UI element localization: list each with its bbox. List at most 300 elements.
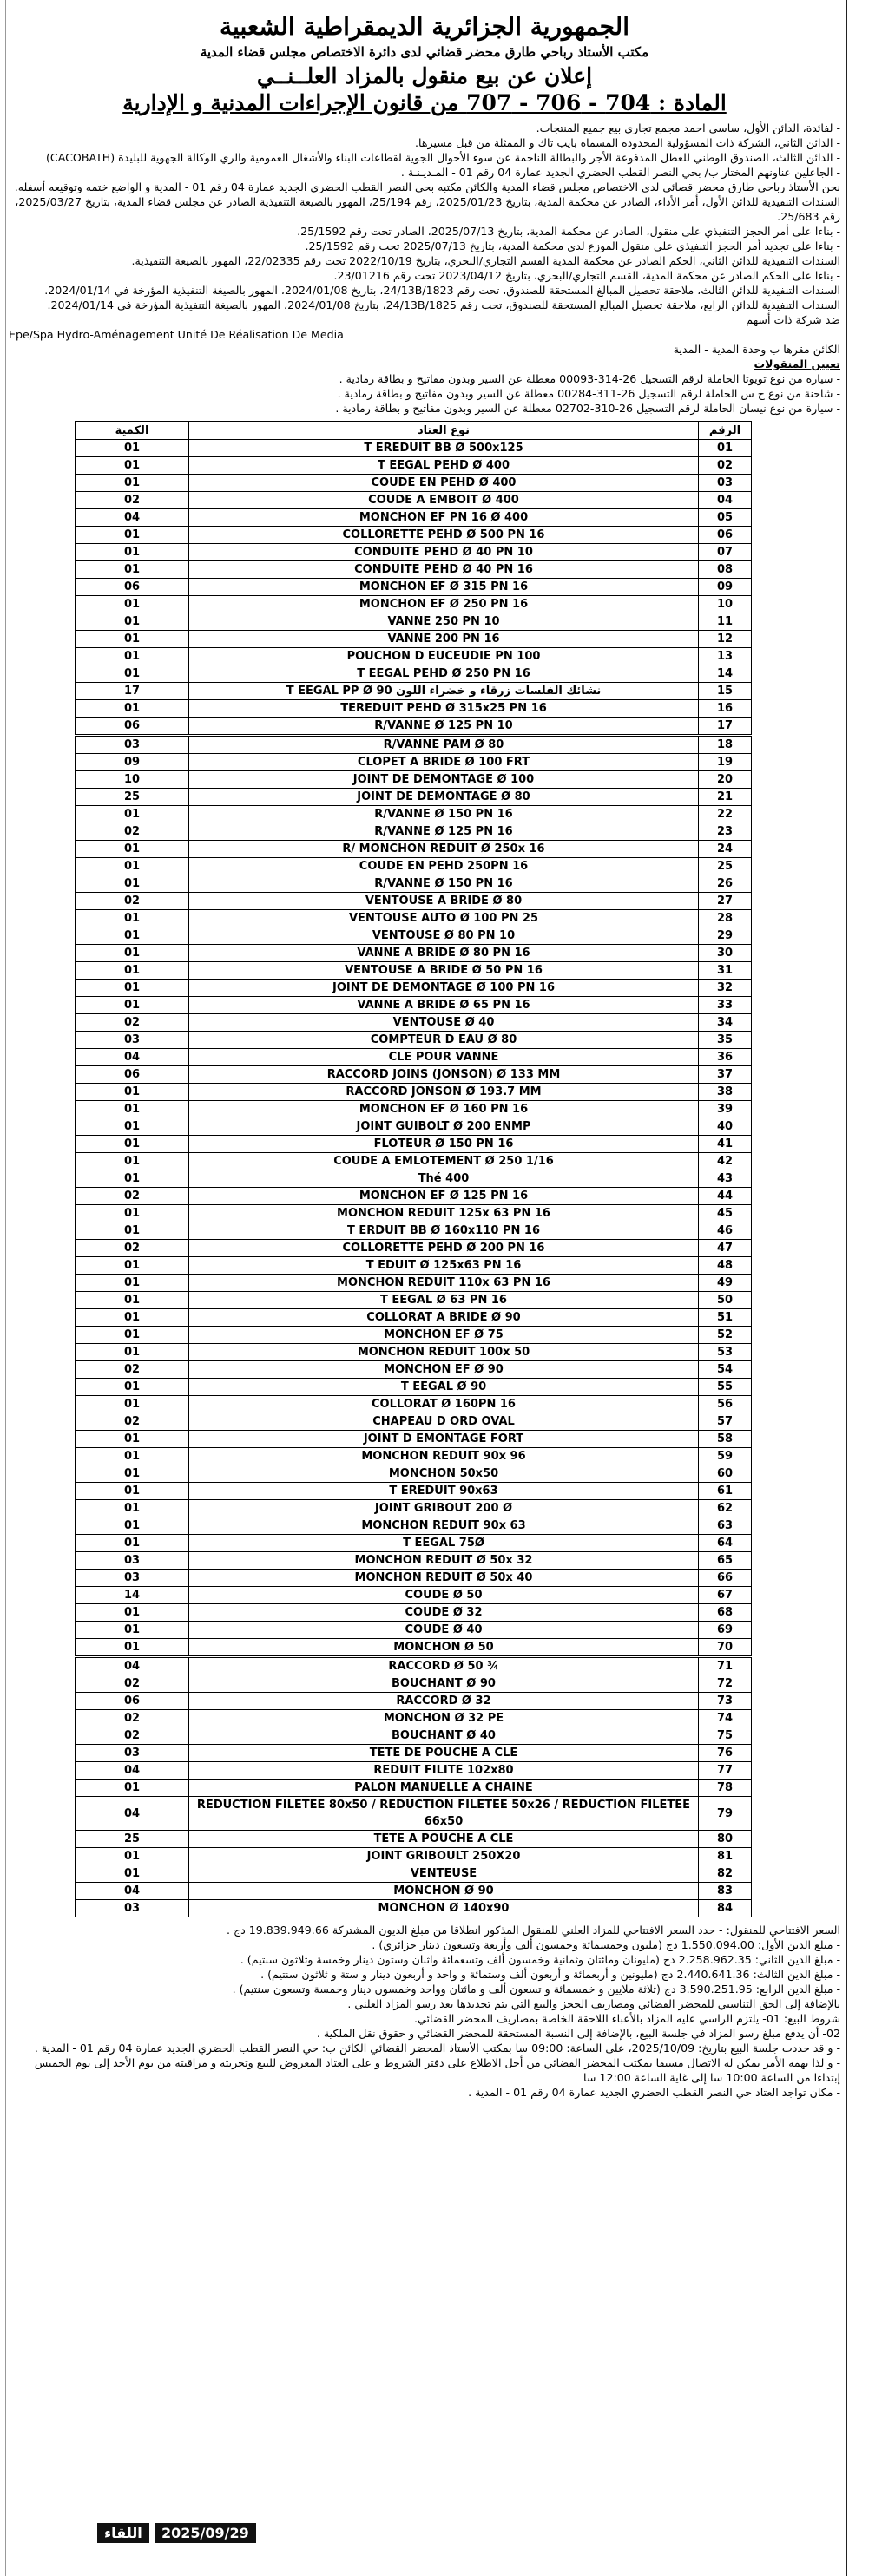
item-quantity: 04 bbox=[76, 1657, 189, 1675]
item-name: T EEGAL 75Ø bbox=[189, 1535, 699, 1552]
table-row bbox=[76, 1727, 752, 1745]
table-row bbox=[76, 1032, 752, 1049]
item-name: JOINT D EMONTAGE FORT bbox=[189, 1431, 699, 1448]
row-number: 30 bbox=[699, 945, 752, 962]
item-name: VENTOUSE Ø 80 PN 10 bbox=[189, 927, 699, 945]
item-name: T EEGAL PEHD Ø 400 bbox=[189, 457, 699, 475]
footer-bar bbox=[35, 2523, 799, 2546]
item-name: R/VANNE Ø 150 PN 16 bbox=[189, 806, 699, 823]
table-row bbox=[76, 893, 752, 910]
table-row bbox=[76, 457, 752, 475]
item-name: T EEGAL Ø 63 PN 16 bbox=[189, 1292, 699, 1309]
item-name: T EEGAL PP Ø 90 نشائك الفلسات زرقاء و خضراء اللون bbox=[189, 683, 699, 700]
item-name: COUDE EN PEHD Ø 400 bbox=[189, 475, 699, 492]
item-name: MONCHON EF Ø 90 bbox=[189, 1361, 699, 1379]
row-number: 27 bbox=[699, 893, 752, 910]
table-row bbox=[76, 1604, 752, 1622]
item-quantity: 25 bbox=[76, 789, 189, 806]
table-row bbox=[76, 1361, 752, 1379]
row-number: 60 bbox=[699, 1465, 752, 1483]
item-quantity: 02 bbox=[76, 1413, 189, 1431]
table-row bbox=[76, 1570, 752, 1587]
item-quantity: 01 bbox=[76, 527, 189, 544]
table-row bbox=[76, 945, 752, 962]
row-number: 48 bbox=[699, 1257, 752, 1275]
table-row bbox=[76, 1309, 752, 1327]
table-row bbox=[76, 1413, 752, 1431]
row-number: 43 bbox=[699, 1170, 752, 1188]
table-row bbox=[76, 1396, 752, 1413]
item-name: COLLORETTE PEHD Ø 500 PN 16 bbox=[189, 527, 699, 544]
item-name: JOINT GUIBOLT Ø 200 ENMP bbox=[189, 1118, 699, 1136]
row-number: 14 bbox=[699, 665, 752, 683]
row-number: 80 bbox=[699, 1831, 752, 1848]
row-number: 70 bbox=[699, 1639, 752, 1657]
item-quantity: 01 bbox=[76, 440, 189, 457]
row-number: 84 bbox=[699, 1900, 752, 1917]
closing-paragraph: - مبلغ الدين الثالث: 2.440.641.36 دج (مليونين و أربعمائة و أربعون ألف وستمائة و واحد و أربعون دينار و ستة و ثلاثون سنتيم) . bbox=[260, 1968, 840, 1981]
item-name: VANNE A BRIDE Ø 65 PN 16 bbox=[189, 997, 699, 1014]
item-quantity: 01 bbox=[76, 1622, 189, 1639]
item-quantity: 01 bbox=[76, 561, 189, 579]
item-quantity: 01 bbox=[76, 1309, 189, 1327]
closing-paragraph: - مبلغ الدين الرابع: 3.590.251.95 دج (ثلاثة ملايين و خمسمائة و تسعون ألف و مائتان وواحد وخمسون دينار وخمسة وتسعون سنتيم) . bbox=[232, 1983, 840, 1996]
row-number: 23 bbox=[699, 823, 752, 841]
item-name: MONCHON REDUIT 125x 63 PN 16 bbox=[189, 1205, 699, 1222]
item-name: VENTOUSE A BRIDE Ø 50 PN 16 bbox=[189, 962, 699, 980]
item-quantity: 01 bbox=[76, 1222, 189, 1240]
left-margin-strip bbox=[0, 0, 6, 2576]
table-row bbox=[76, 1639, 752, 1657]
item-name: Thé 400 bbox=[189, 1170, 699, 1188]
table-row bbox=[76, 1622, 752, 1639]
table-row bbox=[76, 631, 752, 648]
item-quantity: 01 bbox=[76, 1257, 189, 1275]
item-name: REDUIT FILITE 102x80 bbox=[189, 1762, 699, 1780]
item-name: MONCHON EF PN 16 Ø 400 bbox=[189, 509, 699, 527]
closing-paragraph: 02- أن يدفع مبلغ رسو المزاد في جلسة البيع، بالإضافة إلى النسبة المستحقة للمحضر القضائي و حقوق نقل الملكية . bbox=[316, 2027, 840, 2040]
table-row bbox=[76, 1535, 752, 1552]
table-row bbox=[76, 1222, 752, 1240]
row-number: 36 bbox=[699, 1049, 752, 1066]
table-row bbox=[76, 875, 752, 893]
item-name: COLLORETTE PEHD Ø 200 PN 16 bbox=[189, 1240, 699, 1257]
table-row bbox=[76, 1762, 752, 1780]
row-number: 63 bbox=[699, 1517, 752, 1535]
table-row bbox=[76, 1657, 752, 1675]
row-number: 35 bbox=[699, 1032, 752, 1049]
table-row bbox=[76, 1500, 752, 1517]
item-name: MONCHON Ø 140x90 bbox=[189, 1900, 699, 1917]
table-row bbox=[76, 1710, 752, 1727]
item-quantity: 01 bbox=[76, 1205, 189, 1222]
item-quantity: 01 bbox=[76, 806, 189, 823]
item-name: TETE A POUCHE A CLE bbox=[189, 1831, 699, 1848]
item-name: CONDUITE PEHD Ø 40 PN 16 bbox=[189, 561, 699, 579]
row-number: 34 bbox=[699, 1014, 752, 1032]
closing-paragraph: - و قد حددت جلسة البيع بتاريخ: 2025/10/09، على الساعة: 09:00 سا بمكتب الأستاذ المحضر القضائي الكائن ب: حي النصر القطب الحضري الجديد عمارة 04 رقم 01 - المدية . bbox=[34, 2042, 840, 2055]
intro-paragraph: - بناءا على تجديد أمر الحجز التنفيذي على منقول الموزع لدى محكمة المدية، بتاريخ 2025/07/13 تحت رقم 25/1592. bbox=[305, 239, 840, 252]
table-row bbox=[76, 700, 752, 718]
item-quantity: 01 bbox=[76, 997, 189, 1014]
row-number: 09 bbox=[699, 579, 752, 596]
item-quantity: 01 bbox=[76, 665, 189, 683]
item-name: VENTOUSE A BRIDE Ø 80 bbox=[189, 893, 699, 910]
item-quantity: 01 bbox=[76, 1604, 189, 1622]
item-quantity: 09 bbox=[76, 754, 189, 771]
item-quantity: 01 bbox=[76, 596, 189, 613]
item-name: VANNE 200 PN 16 bbox=[189, 631, 699, 648]
row-number: 39 bbox=[699, 1101, 752, 1118]
item-quantity: 01 bbox=[76, 631, 189, 648]
table-row bbox=[76, 1780, 752, 1797]
item-name: JOINT DE DEMONTAGE Ø 100 PN 16 bbox=[189, 980, 699, 997]
right-margin-strip bbox=[846, 0, 882, 2576]
item-name: MONCHON EF Ø 75 bbox=[189, 1327, 699, 1344]
item-quantity: 06 bbox=[76, 1693, 189, 1710]
row-number: 81 bbox=[699, 1848, 752, 1865]
announcement-title: إعلان عن بيع منقول بالمزاد العلــنــي bbox=[256, 63, 593, 88]
item-quantity: 01 bbox=[76, 841, 189, 858]
item-name: CLE POUR VANNE bbox=[189, 1049, 699, 1066]
table-row bbox=[76, 665, 752, 683]
item-quantity: 01 bbox=[76, 1344, 189, 1361]
item-quantity: 02 bbox=[76, 1361, 189, 1379]
item-quantity: 02 bbox=[76, 823, 189, 841]
table-row bbox=[76, 1101, 752, 1118]
table-row bbox=[76, 823, 752, 841]
table-row bbox=[76, 1431, 752, 1448]
row-number: 32 bbox=[699, 980, 752, 997]
table-row bbox=[76, 910, 752, 927]
table-row bbox=[76, 1170, 752, 1188]
item-name: MONCHON REDUIT 90x 96 bbox=[189, 1448, 699, 1465]
table-row bbox=[76, 1118, 752, 1136]
item-quantity: 01 bbox=[76, 1500, 189, 1517]
table-row bbox=[76, 1153, 752, 1170]
intro-paragraph: ضد شركة ذات أسهم bbox=[746, 313, 840, 326]
item-quantity: 03 bbox=[76, 1032, 189, 1049]
table-row bbox=[76, 1797, 752, 1831]
row-number: 53 bbox=[699, 1344, 752, 1361]
table-row bbox=[76, 927, 752, 945]
item-name: MONCHON REDUIT Ø 50x 32 bbox=[189, 1552, 699, 1570]
debtor-address: الكائن مقرها ب وحدة المدية - المدية bbox=[673, 343, 840, 356]
item-quantity: 01 bbox=[76, 1118, 189, 1136]
item-quantity: 01 bbox=[76, 1084, 189, 1101]
item-quantity: 01 bbox=[76, 1170, 189, 1188]
item-name: MONCHON REDUIT 100x 50 bbox=[189, 1344, 699, 1361]
item-quantity: 04 bbox=[76, 1797, 189, 1831]
item-quantity: 03 bbox=[76, 1745, 189, 1762]
row-number: 57 bbox=[699, 1413, 752, 1431]
table-row bbox=[76, 980, 752, 997]
items-table bbox=[75, 421, 752, 1917]
table-row bbox=[76, 789, 752, 806]
intro-paragraph: السندات التنفيذية للدائن الثاني، الحكم الصادر عن محكمة المدية القسم التجاري/البحري، بتاريخ 2022/10/19 تحت رقم 22/02335، المهور بالصيغة التنفيذية. bbox=[131, 254, 840, 267]
row-number: 49 bbox=[699, 1275, 752, 1292]
item-name: COLLORAT A BRIDE Ø 90 bbox=[189, 1309, 699, 1327]
table-row bbox=[76, 1831, 752, 1848]
row-number: 07 bbox=[699, 544, 752, 561]
row-number: 18 bbox=[699, 736, 752, 754]
item-name: COUDE Ø 50 bbox=[189, 1587, 699, 1604]
row-number: 54 bbox=[699, 1361, 752, 1379]
closing-paragraph: - مكان تواجد العتاد حي النصر القطب الحضري الجديد عمارة 04 رقم 01 - المدية . bbox=[468, 2086, 840, 2099]
item-name: TETE DE POUCHE A CLE bbox=[189, 1745, 699, 1762]
item-name: JOINT DE DEMONTAGE Ø 100 bbox=[189, 771, 699, 789]
table-row bbox=[76, 771, 752, 789]
item-quantity: 01 bbox=[76, 945, 189, 962]
row-number: 38 bbox=[699, 1084, 752, 1101]
row-number: 82 bbox=[699, 1865, 752, 1883]
item-quantity: 01 bbox=[76, 1396, 189, 1413]
row-number: 15 bbox=[699, 683, 752, 700]
row-number: 16 bbox=[699, 700, 752, 718]
table-row bbox=[76, 1327, 752, 1344]
row-number: 74 bbox=[699, 1710, 752, 1727]
row-number: 50 bbox=[699, 1292, 752, 1309]
closing-paragraph: بالإضافة إلى الحق التناسبي للمحضر القضائي ومصاريف الحجز والبيع التي يتم تحديدها بعد رسو المزاد العلني . bbox=[347, 1997, 840, 2010]
item-quantity: 04 bbox=[76, 1883, 189, 1900]
row-number: 04 bbox=[699, 492, 752, 509]
item-quantity: 01 bbox=[76, 1639, 189, 1657]
table-row bbox=[76, 858, 752, 875]
row-number: 44 bbox=[699, 1188, 752, 1205]
row-number: 59 bbox=[699, 1448, 752, 1465]
row-number: 58 bbox=[699, 1431, 752, 1448]
item-name: R/VANNE Ø 125 PN 10 bbox=[189, 718, 699, 736]
item-quantity: 06 bbox=[76, 579, 189, 596]
table-row bbox=[76, 544, 752, 561]
item-quantity: 03 bbox=[76, 1552, 189, 1570]
item-quantity: 01 bbox=[76, 1153, 189, 1170]
item-name: MONCHON Ø 32 PE bbox=[189, 1710, 699, 1727]
item-quantity: 17 bbox=[76, 683, 189, 700]
item-name: CONDUITE PEHD Ø 40 PN 10 bbox=[189, 544, 699, 561]
row-number: 72 bbox=[699, 1675, 752, 1693]
item-name: COUDE A EMBOIT Ø 400 bbox=[189, 492, 699, 509]
row-number: 75 bbox=[699, 1727, 752, 1745]
item-name: T EEGAL PEHD Ø 250 PN 16 bbox=[189, 665, 699, 683]
item-name: R/VANNE Ø 150 PN 16 bbox=[189, 875, 699, 893]
item-quantity: 01 bbox=[76, 1431, 189, 1448]
row-number: 33 bbox=[699, 997, 752, 1014]
item-quantity: 01 bbox=[76, 457, 189, 475]
item-name: RACCORD JOINS (JONSON) Ø 133 MM bbox=[189, 1066, 699, 1084]
item-name: MONCHON REDUIT 90x 63 bbox=[189, 1517, 699, 1535]
item-quantity: 01 bbox=[76, 648, 189, 665]
row-number: 40 bbox=[699, 1118, 752, 1136]
item-quantity: 02 bbox=[76, 1014, 189, 1032]
table-row bbox=[76, 1292, 752, 1309]
table-row bbox=[76, 579, 752, 596]
item-name: T ERDUIT BB Ø 160x110 PN 16 bbox=[189, 1222, 699, 1240]
item-name: VANNE 250 PN 10 bbox=[189, 613, 699, 631]
item-name: BOUCHANT Ø 90 bbox=[189, 1675, 699, 1693]
table-row bbox=[76, 1344, 752, 1361]
item-name: RACCORD Ø 32 bbox=[189, 1693, 699, 1710]
row-number: 52 bbox=[699, 1327, 752, 1344]
item-quantity: 01 bbox=[76, 980, 189, 997]
item-quantity: 03 bbox=[76, 1570, 189, 1587]
table-row bbox=[76, 962, 752, 980]
row-number: 83 bbox=[699, 1883, 752, 1900]
item-quantity: 01 bbox=[76, 910, 189, 927]
item-name: MONCHON Ø 90 bbox=[189, 1883, 699, 1900]
table-row bbox=[76, 841, 752, 858]
row-number: 28 bbox=[699, 910, 752, 927]
row-number: 19 bbox=[699, 754, 752, 771]
item-name: VANNE A BRIDE Ø 80 PN 16 bbox=[189, 945, 699, 962]
intro-paragraph: - لفائدة، الدائن الأول، ساسي احمد مجمع تجاري بيع جميع المنتجات. bbox=[536, 121, 840, 134]
item-name: COUDE A EMLOTEMENT Ø 250 1/16 bbox=[189, 1153, 699, 1170]
table-row bbox=[76, 1188, 752, 1205]
item-quantity: 02 bbox=[76, 492, 189, 509]
item-quantity: 02 bbox=[76, 1710, 189, 1727]
row-number: 13 bbox=[699, 648, 752, 665]
item-name: COLLORAT Ø 160PN 16 bbox=[189, 1396, 699, 1413]
table-row bbox=[76, 561, 752, 579]
table-row bbox=[76, 509, 752, 527]
row-number: 42 bbox=[699, 1153, 752, 1170]
intro-paragraphs bbox=[9, 121, 840, 327]
article-reference: المادة : 704 - 706 - 707 من قانون الإجراءات المدنية و الإدارية bbox=[122, 90, 727, 115]
row-number: 65 bbox=[699, 1552, 752, 1570]
item-name: PALON MANUELLE A CHAINE bbox=[189, 1780, 699, 1797]
table-row bbox=[76, 1136, 752, 1153]
item-quantity: 01 bbox=[76, 858, 189, 875]
table-row bbox=[76, 1066, 752, 1084]
table-row bbox=[76, 475, 752, 492]
intro-paragraph: السندات التنفيذية للدائن الأول، أمر الأداء، الصادر عن محكمة المدية، بتاريخ 2025/01/23، رقم 25/194، المهور بالصيغة التنفيذية الصادر عن مجلس قضاء المدية، بتاريخ 2025/03/27، رقم 25/683. bbox=[15, 195, 840, 223]
closing-paragraph: شروط البيع: 01- يلتزم الراسي عليه المزاد بالأعباء اللاحقة الخاصة بمصاريف المحضر القضائي. bbox=[413, 2012, 840, 2025]
item-name: COMPTEUR D EAU Ø 80 bbox=[189, 1032, 699, 1049]
row-number: 05 bbox=[699, 509, 752, 527]
item-quantity: 04 bbox=[76, 1762, 189, 1780]
table-row bbox=[76, 1465, 752, 1483]
item-name: COUDE Ø 32 bbox=[189, 1604, 699, 1622]
item-quantity: 01 bbox=[76, 1136, 189, 1153]
row-number: 55 bbox=[699, 1379, 752, 1396]
item-quantity: 03 bbox=[76, 1900, 189, 1917]
item-quantity: 01 bbox=[76, 1379, 189, 1396]
row-number: 66 bbox=[699, 1570, 752, 1587]
table-row bbox=[76, 492, 752, 509]
item-name: MONCHON EF Ø 125 PN 16 bbox=[189, 1188, 699, 1205]
row-number: 02 bbox=[699, 457, 752, 475]
row-number: 46 bbox=[699, 1222, 752, 1240]
item-quantity: 01 bbox=[76, 544, 189, 561]
closing-paragraph: - مبلغ الدين الأول: 1.550.094.00 دج (مليون وخمسمائة وخمسون ألف وأربعة وتسعون دينار جزائري) . bbox=[372, 1938, 840, 1951]
item-name: POUCHON D EUCEUDIE PN 100 bbox=[189, 648, 699, 665]
intro-paragraph: - بناءا على أمر الحجز التنفيذي على منقول، الصادر عن محكمة المدية، بتاريخ 2025/07/13، الصادر تحت رقم 25/1592. bbox=[297, 225, 840, 238]
table-row bbox=[76, 613, 752, 631]
table-row bbox=[76, 1205, 752, 1222]
item-name: RACCORD Ø 50 ¾ bbox=[189, 1657, 699, 1675]
row-number: 29 bbox=[699, 927, 752, 945]
table-row bbox=[76, 1240, 752, 1257]
item-name: VENTEUSE bbox=[189, 1865, 699, 1883]
row-number: 76 bbox=[699, 1745, 752, 1762]
announcement-column bbox=[9, 7, 840, 2100]
table-row bbox=[76, 527, 752, 544]
item-quantity: 01 bbox=[76, 1448, 189, 1465]
row-number: 24 bbox=[699, 841, 752, 858]
item-quantity: 06 bbox=[76, 718, 189, 736]
closing-paragraph: - مبلغ الدين الثاني: 2.258.962.35 دج (مليونان ومائتان وثمانية وخمسون ألف وتسعمائة واثنان وستون دينار وخمسة وثلاثون سنتيم) . bbox=[240, 1953, 840, 1966]
row-number: 68 bbox=[699, 1604, 752, 1622]
table-row bbox=[76, 997, 752, 1014]
row-number: 56 bbox=[699, 1396, 752, 1413]
closing-paragraph: - و لذا يهمه الأمر يمكن له الاتصال مسبقا بمكتب المحضر القضائي من أجل الاطلاع على دفتر الشروط و على العتاد المعروض للبيع وتجربته و مراقبته من يوم الأحد إلى يوم الخميس إبتداءا من الساعة 10:00 سا إلى غاية الساعة 12:00 سا bbox=[34, 2056, 840, 2084]
table-row bbox=[76, 1517, 752, 1535]
item-name: RACCORD JONSON Ø 193.7 MM bbox=[189, 1084, 699, 1101]
header-num: الرقم bbox=[699, 422, 752, 440]
item-quantity: 14 bbox=[76, 1587, 189, 1604]
table-row bbox=[76, 1448, 752, 1465]
intro-paragraph: - بناءا على الحكم الصادر عن محكمة المدية، القسم التجاري/البحري، بتاريخ 2023/04/12 تحت رقم 23/01216. bbox=[333, 269, 840, 282]
item-name: CHAPEAU D ORD OVAL bbox=[189, 1413, 699, 1431]
header bbox=[9, 12, 840, 115]
item-quantity: 01 bbox=[76, 700, 189, 718]
table-row bbox=[76, 754, 752, 771]
row-number: 71 bbox=[699, 1657, 752, 1675]
row-number: 20 bbox=[699, 771, 752, 789]
item-quantity: 02 bbox=[76, 1727, 189, 1745]
row-number: 25 bbox=[699, 858, 752, 875]
item-name: MONCHON REDUIT 110x 63 PN 16 bbox=[189, 1275, 699, 1292]
newspaper-name: اللقاء bbox=[97, 2523, 149, 2543]
item-name: R/VANNE Ø 125 PN 16 bbox=[189, 823, 699, 841]
item-name: MONCHON 50x50 bbox=[189, 1465, 699, 1483]
table-row bbox=[76, 440, 752, 457]
table-row bbox=[76, 1883, 752, 1900]
row-number: 62 bbox=[699, 1500, 752, 1517]
header-qty: الكمية bbox=[76, 422, 189, 440]
intro-paragraph: السندات التنفيذية للدائن الرابع، ملاحقة تحصيل المبالغ المستحقة للصندوق، تحت رقم 24/13B/1825، بتاريخ 2024/01/08، المهور بالصيغة التنفيذية المؤرخة في 2024/01/14. bbox=[47, 298, 840, 311]
row-number: 45 bbox=[699, 1205, 752, 1222]
item-name: R/VANNE PAM Ø 80 bbox=[189, 736, 699, 754]
item-quantity: 01 bbox=[76, 1292, 189, 1309]
row-number: 37 bbox=[699, 1066, 752, 1084]
row-number: 47 bbox=[699, 1240, 752, 1257]
row-number: 03 bbox=[699, 475, 752, 492]
item-quantity: 02 bbox=[76, 1188, 189, 1205]
intro-paragraph: - الدائن الثاني، الشركة ذات المسؤولية المحدودة المسماة بايب تاك و الممثلة من قبل مسيرها. bbox=[415, 136, 840, 149]
header-name: نوع العتاد bbox=[189, 422, 699, 440]
table-row bbox=[76, 1084, 752, 1101]
table-row bbox=[76, 1049, 752, 1066]
item-quantity: 01 bbox=[76, 1517, 189, 1535]
table-row bbox=[76, 1745, 752, 1762]
item-name: BOUCHANT Ø 40 bbox=[189, 1727, 699, 1745]
row-number: 73 bbox=[699, 1693, 752, 1710]
table-row bbox=[76, 1848, 752, 1865]
row-number: 61 bbox=[699, 1483, 752, 1500]
item-name: T EREDUIT BB Ø 500x125 bbox=[189, 440, 699, 457]
table-row bbox=[76, 1865, 752, 1883]
item-quantity: 01 bbox=[76, 1483, 189, 1500]
table-row bbox=[76, 1693, 752, 1710]
vehicle-item: - سيارة من نوع نيسان الحاملة لرقم التسجيل 26-310-02702 معطلة عن السير وبدون مفاتيح و بطاقة رمادية . bbox=[335, 402, 840, 415]
vehicle-item: - شاحنة من نوع ج س الحاملة لرقم التسجيل 26-311-00284 معطلة عن السير وبدون مفاتيح و بطاقة رمادية . bbox=[337, 387, 840, 400]
row-number: 51 bbox=[699, 1309, 752, 1327]
intro-paragraph: - الدائن الثالث، الصندوق الوطني للعطل المدفوعة الأجر والبطالة الناجمة عن سوء الأحوال الجوية لقطاعات البناء والأشغال العمومية والري الوكالة الجهوية للبليدة (CACOBATH) bbox=[46, 151, 840, 164]
company-name-fr: Epe/Spa Hydro-Aménagement Unité De Réalisation De Media bbox=[9, 328, 344, 341]
row-number: 41 bbox=[699, 1136, 752, 1153]
item-quantity: 01 bbox=[76, 1848, 189, 1865]
